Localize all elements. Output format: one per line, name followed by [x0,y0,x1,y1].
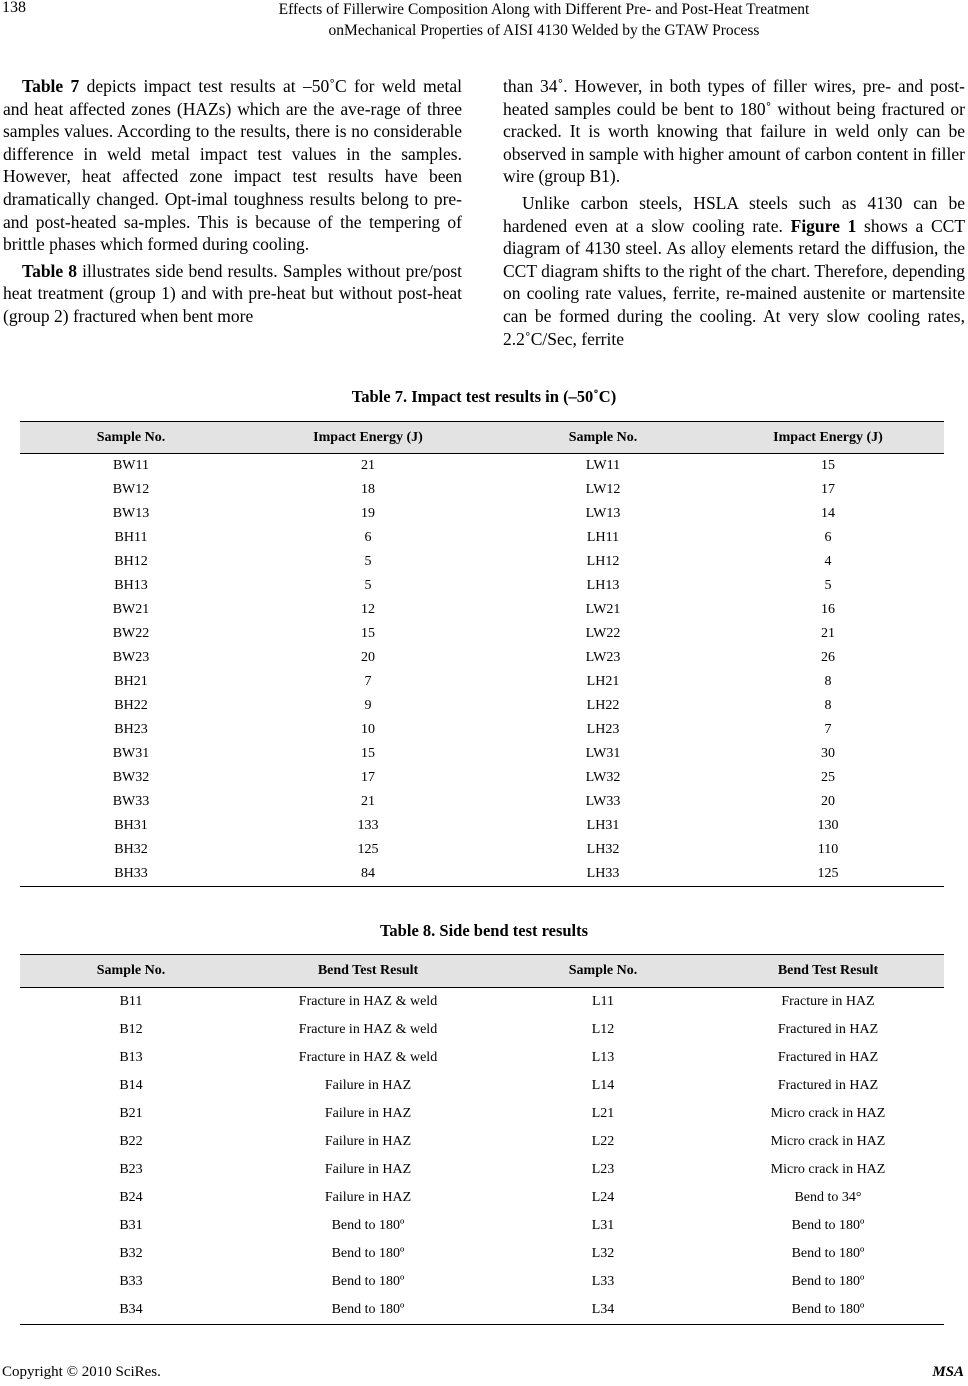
table-cell: 21 [821,626,835,641]
table-cell: 8 [824,698,832,713]
table-cell: LW22 [585,626,621,641]
table-cell: Failure in HAZ [324,1078,412,1093]
table-row [20,766,944,790]
table-cell: 5 [824,578,832,593]
table-cell: 6 [824,530,832,545]
table-cell: BH13 [114,578,148,593]
running-header-line-2: onMechanical Properties of AISI 4130 Welded by the GTAW Process [328,22,760,39]
table8-reference: Table 8 [22,260,78,281]
table-row [20,1212,944,1240]
table-cell: Failure in HAZ [324,1106,412,1121]
table-cell: B33 [119,1274,143,1289]
table-cell: Failure in HAZ [324,1162,412,1177]
table-cell: Micro crack in HAZ [770,1106,886,1121]
table-cell: LH31 [586,818,620,833]
table-cell: 15 [361,626,375,641]
table-cell: LW13 [585,506,621,521]
table-cell: 17 [821,482,835,497]
table-row [20,838,944,862]
table-cell: LH12 [586,554,620,569]
table-cell: 17 [361,770,375,785]
table-cell: B11 [119,994,143,1009]
table-cell: Failure in HAZ [324,1190,412,1205]
table-cell: Bend to 180º [791,1274,865,1289]
table-cell: B24 [119,1190,143,1205]
table-cell: BW32 [112,770,150,785]
table-cell: 25 [821,770,835,785]
table-cell: 19 [361,506,375,521]
table-cell: B12 [119,1022,143,1037]
copyright-footer: Copyright © 2010 SciRes. [2,1364,161,1380]
table-cell: 7 [824,722,832,737]
table-cell: 110 [817,842,839,857]
table7-impact-test [20,421,944,887]
table-cell: 14 [821,506,835,521]
table-cell: Fractured in HAZ [777,1022,879,1037]
table-cell: L24 [591,1190,615,1205]
table-row [20,790,944,814]
journal-abbreviation: MSA [932,1364,964,1380]
column-header: Impact Energy (J) [712,422,944,454]
table-cell: 125 [712,862,944,887]
paragraph-cct-discussion [503,192,965,350]
table-cell: LH13 [586,578,620,593]
table-cell: L23 [591,1162,615,1177]
running-header [120,0,968,41]
table-cell: BH12 [114,554,148,569]
table-cell: Failure in HAZ [324,1134,412,1149]
table-row [20,502,944,526]
table-cell: Bend to 180º [791,1246,865,1261]
table-cell: 20 [821,794,835,809]
table-cell: Fractured in HAZ [777,1078,879,1093]
table-cell: 125 [357,842,379,857]
table-cell: Fracture in HAZ & weld [298,1022,438,1037]
table-cell: LW12 [585,482,621,497]
table-cell: 4 [824,554,832,569]
table-row [20,718,944,742]
table-row [20,550,944,574]
table-row [20,478,944,502]
table-row [20,526,944,550]
table-cell: L32 [591,1246,615,1261]
table-row [20,1156,944,1184]
paragraph-text: shows a CCT diagram of 4130 steel. As alloy elements retard the diffusion, the CCT diagram shifts to the right of the chart. Therefore, depending on cooling rate values, ferrite, re-mained austenite or martensite can be formed during the cooling. At very slow cooling rates, 2.2˚C/Sec, ferrite [503,215,966,349]
table-cell: 16 [821,602,835,617]
table-cell: L21 [591,1106,615,1121]
table-cell: 133 [357,818,379,833]
table-cell: Fracture in HAZ [781,994,875,1009]
table-cell: B23 [119,1162,143,1177]
right-column [503,75,965,350]
table-cell: L34 [494,1296,712,1325]
column-header: Sample No. [20,422,242,454]
table-cell: LH11 [586,530,620,545]
table-cell: L13 [591,1050,615,1065]
table-cell: B13 [119,1050,143,1065]
table-cell: B22 [119,1134,143,1149]
table-cell: 21 [361,458,375,473]
table-cell: 30 [821,746,835,761]
table-cell: 15 [821,458,835,473]
table-cell: L14 [591,1078,615,1093]
table-cell: 18 [361,482,375,497]
table-cell: BW12 [112,482,150,497]
table-cell: BW11 [112,458,150,473]
table8-side-bend-test [20,954,944,1325]
table-row [20,1100,944,1128]
table-cell: 26 [821,650,835,665]
table-cell: 15 [361,746,375,761]
table-cell: 20 [361,650,375,665]
running-header-line-1: Effects of Fillerwire Composition Along with Different Pre- and Post-Heat Treatment [278,1,810,18]
table-cell: Bend to 180º [791,1218,865,1233]
table-cell: Bend to 180º [331,1246,405,1261]
table8-caption: Table 8. Side bend test results [379,921,589,940]
table-cell: LW31 [585,746,621,761]
table-row [20,1044,944,1072]
table-cell: Bend to 34° [794,1190,862,1205]
table-cell: 12 [361,602,375,617]
table-cell: Micro crack in HAZ [770,1134,886,1149]
column-header: Sample No. [20,955,242,988]
table-cell: BH11 [114,530,148,545]
table-cell: LH33 [494,862,712,887]
table-cell: LH32 [586,842,620,857]
column-header: Sample No. [494,422,712,454]
table-row [20,1296,944,1325]
table-cell: LW32 [585,770,621,785]
table-cell: B31 [119,1218,143,1233]
column-header: Bend Test Result [712,955,944,988]
table-row [20,1128,944,1156]
table-cell: LH23 [586,722,620,737]
column-header: Impact Energy (J) [242,422,494,454]
page-number: 138 [2,0,26,16]
table-cell: BW23 [112,650,150,665]
table-header-row [20,422,944,454]
table-cell: LW23 [585,650,621,665]
table-cell: 5 [364,578,372,593]
table-row [20,1240,944,1268]
left-column [3,75,462,328]
table-cell: BW21 [112,602,150,617]
table-row [20,1268,944,1296]
table-cell: BW31 [112,746,150,761]
table-cell: LW21 [585,602,621,617]
table-cell: 84 [242,862,494,887]
table-row [20,814,944,838]
table-row [20,1072,944,1100]
table-row [20,454,944,479]
table-cell: BH23 [114,722,148,737]
table-cell: Bend to 180º [331,1218,405,1233]
table-row [20,574,944,598]
table-cell: B32 [119,1246,143,1261]
figure1-reference: Figure 1 [790,215,857,236]
table-cell: LW11 [585,458,621,473]
table-cell: Bend to 180º [242,1296,494,1325]
table-cell: Bend to 180º [712,1296,944,1325]
table-cell: LH22 [586,698,620,713]
table-cell: L12 [591,1022,615,1037]
paragraph-continuation: than 34˚. However, in both types of filler wires, pre- and post-heated samples could be bent to 180˚ without being fractured or cracked. It is worth knowing that failure in weld only can be observed in sample with higher amount of carbon content in filler wire (group B1). [503,76,965,187]
column-header: Sample No. [494,955,712,988]
table-cell: Fractured in HAZ [777,1050,879,1065]
column-header: Bend Test Result [242,955,494,988]
table-row [20,670,944,694]
table-cell: 8 [824,674,832,689]
paragraph-text: depicts impact test results at –50˚C for weld metal and heat affected zones (HAZs) which are the ave-rage of three samples values. According to the results, there is no considerable difference in weld metal impact test values in the samples. However, heat affected zone impact test results have been dramatically changed. Opt-imal toughness results belong to pre- and post-heated sa-mples. This is because of the tempering of brittle phases which formed during cooling. [3,76,462,255]
table-cell: BH21 [114,674,148,689]
table-cell: Micro crack in HAZ [770,1162,886,1177]
table-cell: L22 [591,1134,615,1149]
table-cell: BW33 [112,794,150,809]
table-cell: L33 [591,1274,615,1289]
table-cell: LW33 [585,794,621,809]
table-cell: 21 [361,794,375,809]
table-cell: 10 [361,722,375,737]
table-cell: BH22 [114,698,148,713]
table-cell: 6 [364,530,372,545]
table-cell: Fracture in HAZ & weld [298,1050,438,1065]
paragraph-text: illustrates side bend results. Samples without pre/post heat treatment (group 1) and with pre-heat but without post-heat (group 2) fractured when bent more [3,260,462,326]
table-row [20,988,944,1017]
table-cell: B14 [119,1078,143,1093]
table-cell: BH32 [114,842,148,857]
table-cell: 9 [364,698,372,713]
table-cell: B34 [20,1296,242,1325]
table-row [20,694,944,718]
table-row [20,1016,944,1044]
table-cell: L11 [591,994,615,1009]
table-cell: L31 [591,1218,615,1233]
table-cell: LH21 [586,674,620,689]
table-cell: B21 [119,1106,143,1121]
table-row [20,862,944,887]
table-row [20,598,944,622]
table-cell: BW22 [112,626,150,641]
table-cell: BH33 [20,862,242,887]
table-cell: 5 [364,554,372,569]
table-cell: BW13 [112,506,150,521]
table-row [20,646,944,670]
table-row [20,742,944,766]
table-row [20,622,944,646]
table-header-row [20,955,944,988]
paragraph-table7-discussion [3,75,462,256]
table7-caption: Table 7. Impact test results in (–50˚C) [351,387,617,406]
table-cell: Fracture in HAZ & weld [298,994,438,1009]
table-cell: Bend to 180º [331,1274,405,1289]
paragraph-table8-discussion [3,260,462,328]
paragraph-text: Unlike carbon steels, HSLA steels such as 4130 can be hardened even at a slow cooling rate. [503,192,965,236]
table-cell: BH31 [114,818,148,833]
table7-reference: Table 7 [22,76,80,96]
table-cell: 7 [364,674,372,689]
table-cell: 130 [817,818,839,833]
table-row [20,1184,944,1212]
